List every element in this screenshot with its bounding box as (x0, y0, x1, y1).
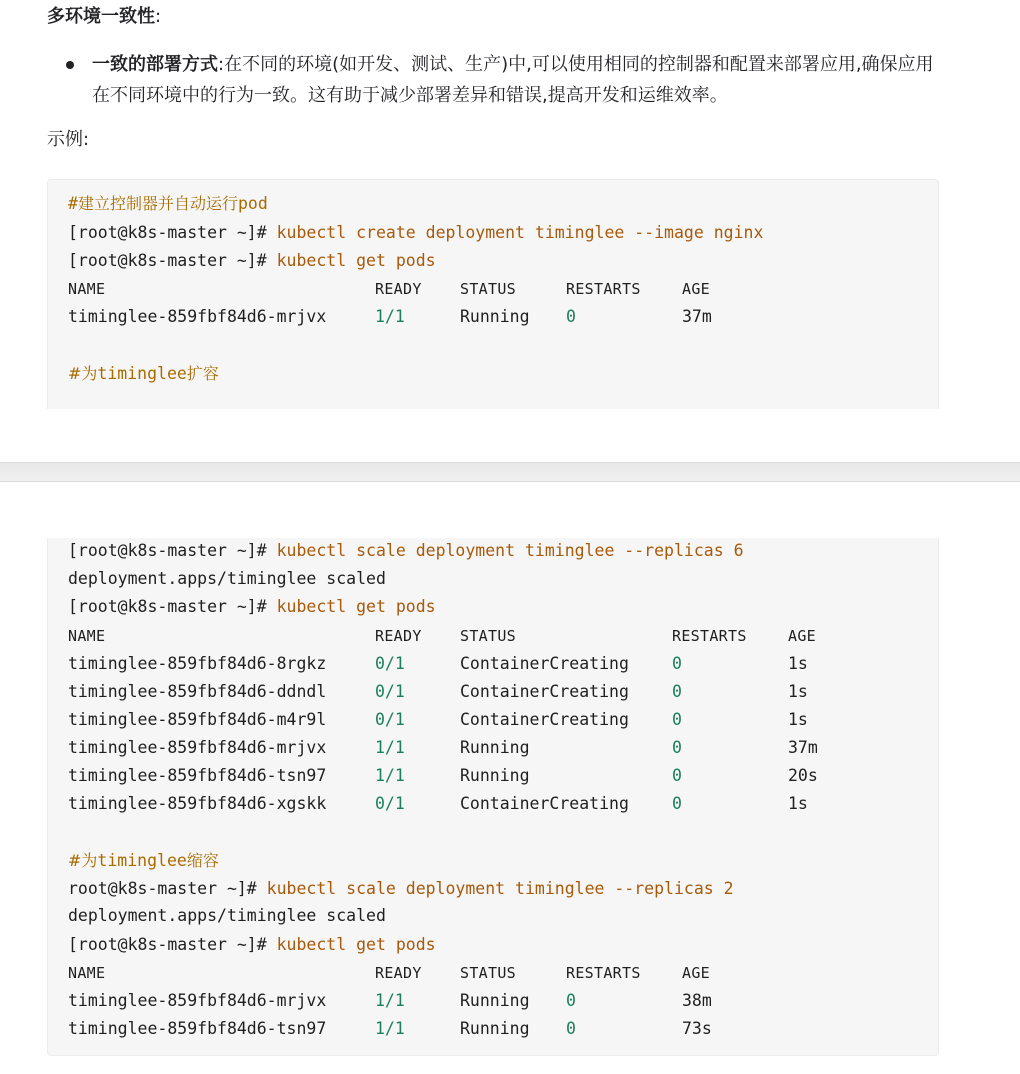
col-restarts-header: RESTARTS (672, 627, 747, 645)
table-row (68, 303, 918, 331)
col-restarts-header: RESTARTS (566, 964, 641, 982)
comment-tail: pod (237, 194, 268, 213)
pod-status: Running (460, 991, 530, 1010)
comment-hash: #为 (68, 364, 98, 383)
pod-ready: 1/1 (375, 991, 405, 1010)
table-row (68, 706, 918, 734)
shell-prompt: [root@k8s-master ~]# (68, 597, 267, 616)
comment-mid: timinglee (97, 364, 187, 383)
bullet-list-item (66, 49, 946, 111)
code-command-line (68, 219, 763, 247)
shell-prompt: [root@k8s-master ~]# (68, 935, 267, 954)
shell-prompt: [root@k8s-master ~]# (68, 541, 267, 560)
command-output: deployment.apps/timinglee scaled (68, 906, 386, 925)
comment-cjk: 扩容 (186, 364, 219, 383)
comment-mid: timinglee (97, 851, 187, 870)
pod-status: ContainerCreating (460, 682, 629, 701)
bullet-dot-icon (66, 61, 74, 69)
pod-age: 1s (788, 794, 808, 813)
pod-status: Running (460, 307, 530, 326)
table-row (68, 987, 918, 1015)
pod-age: 20s (788, 766, 818, 785)
pod-restarts: 0 (672, 654, 682, 673)
pod-status: Running (460, 766, 530, 785)
pod-restarts: 0 (672, 766, 682, 785)
col-ready-header: READY (375, 964, 422, 982)
code-command-line (68, 875, 734, 903)
pod-name: timinglee-859fbf84d6-tsn97 (68, 766, 327, 785)
code-comment (68, 360, 219, 388)
col-ready-header: READY (375, 280, 422, 298)
shell-prompt: [root@k8s-master ~]# (68, 223, 267, 242)
bullet-text (92, 49, 946, 111)
col-status-header: STATUS (460, 964, 516, 982)
col-restarts-header: RESTARTS (566, 280, 641, 298)
pod-ready: 1/1 (375, 307, 405, 326)
pod-age: 38m (682, 991, 712, 1010)
pod-restarts: 0 (672, 738, 682, 757)
pod-ready: 0/1 (375, 682, 405, 701)
code-command-line (68, 247, 436, 275)
pod-age: 37m (682, 307, 712, 326)
pod-ready: 0/1 (375, 654, 405, 673)
example-label: 示例: (47, 129, 90, 150)
command-output: deployment.apps/timinglee scaled (68, 569, 386, 588)
shell-command: kubectl create deployment timinglee --image nginx (266, 223, 764, 242)
table-header (68, 622, 918, 650)
pod-age: 37m (788, 738, 818, 757)
table-header (68, 275, 918, 303)
pod-name: timinglee-859fbf84d6-mrjvx (68, 307, 327, 326)
col-age-header: AGE (788, 627, 816, 645)
table-row (68, 678, 918, 706)
section-heading (47, 4, 161, 30)
pod-name: timinglee-859fbf84d6-tsn97 (68, 1019, 327, 1038)
pod-status: ContainerCreating (460, 710, 629, 729)
pod-ready: 1/1 (375, 1019, 405, 1038)
comment-hash: #为 (68, 851, 98, 870)
code-comment (68, 847, 219, 875)
col-name-header: NAME (68, 964, 106, 982)
heading-colon: : (155, 6, 162, 27)
heading-bold: 多环境一致性 (47, 6, 155, 27)
pod-restarts: 0 (672, 710, 682, 729)
pod-age: 1s (788, 682, 808, 701)
pod-status: ContainerCreating (460, 794, 629, 813)
pod-restarts: 0 (566, 307, 576, 326)
pod-name: timinglee-859fbf84d6-ddndl (68, 682, 327, 701)
code-block-top[interactable] (47, 179, 939, 409)
bullet-body: :在不同的环境(如开发、测试、生产)中,可以使用相同的控制器和配置来部署应用,确保应用在不同环境中的行为一致。这有助于减少部署差异和错误,提高开发和运维效率。 (92, 54, 934, 106)
table-row (68, 650, 918, 678)
col-name-header: NAME (68, 280, 106, 298)
page-separator (0, 462, 1020, 482)
col-age-header: AGE (682, 280, 710, 298)
code-comment (68, 190, 268, 218)
table-row (68, 734, 918, 762)
pod-age: 1s (788, 654, 808, 673)
shell-command: kubectl get pods (266, 935, 436, 954)
col-age-header: AGE (682, 964, 710, 982)
table-header (68, 959, 918, 987)
pod-restarts: 0 (672, 794, 682, 813)
shell-command: kubectl scale deployment timinglee --replicas 6 (266, 541, 744, 560)
pod-restarts: 0 (566, 991, 576, 1010)
col-name-header: NAME (68, 627, 106, 645)
table-row (68, 762, 918, 790)
shell-prompt: root@k8s-master ~]# (68, 879, 257, 898)
code-block-bottom[interactable] (47, 538, 939, 1056)
shell-command: kubectl get pods (266, 251, 436, 270)
pod-status: Running (460, 738, 530, 757)
pod-name: timinglee-859fbf84d6-xgskk (68, 794, 327, 813)
table-row (68, 1015, 918, 1043)
comment-hash: # (68, 194, 78, 213)
table-row (68, 790, 918, 818)
shell-command: kubectl scale deployment timinglee --replicas 2 (256, 879, 734, 898)
pod-ready: 0/1 (375, 794, 405, 813)
comment-cjk: 建立控制器并自动运行 (77, 194, 238, 213)
shell-command: kubectl get pods (266, 597, 436, 616)
pod-name: timinglee-859fbf84d6-8rgkz (68, 654, 327, 673)
col-ready-header: READY (375, 627, 422, 645)
pod-name: timinglee-859fbf84d6-m4r9l (68, 710, 327, 729)
pod-ready: 1/1 (375, 738, 405, 757)
pod-restarts: 0 (566, 1019, 576, 1038)
col-status-header: STATUS (460, 280, 516, 298)
pod-status: Running (460, 1019, 530, 1038)
code-command-line (68, 931, 436, 959)
comment-cjk: 缩容 (186, 851, 219, 870)
pod-ready: 1/1 (375, 766, 405, 785)
pod-status: ContainerCreating (460, 654, 629, 673)
code-command-line (68, 593, 436, 621)
pod-ready: 0/1 (375, 710, 405, 729)
pod-name: timinglee-859fbf84d6-mrjvx (68, 991, 327, 1010)
bullet-bold: 一致的部署方式 (92, 54, 218, 75)
pod-age: 1s (788, 710, 808, 729)
col-status-header: STATUS (460, 627, 516, 645)
code-command-line (68, 537, 744, 565)
pod-name: timinglee-859fbf84d6-mrjvx (68, 738, 327, 757)
pod-restarts: 0 (672, 682, 682, 701)
pod-age: 73s (682, 1019, 712, 1038)
shell-prompt: [root@k8s-master ~]# (68, 251, 267, 270)
